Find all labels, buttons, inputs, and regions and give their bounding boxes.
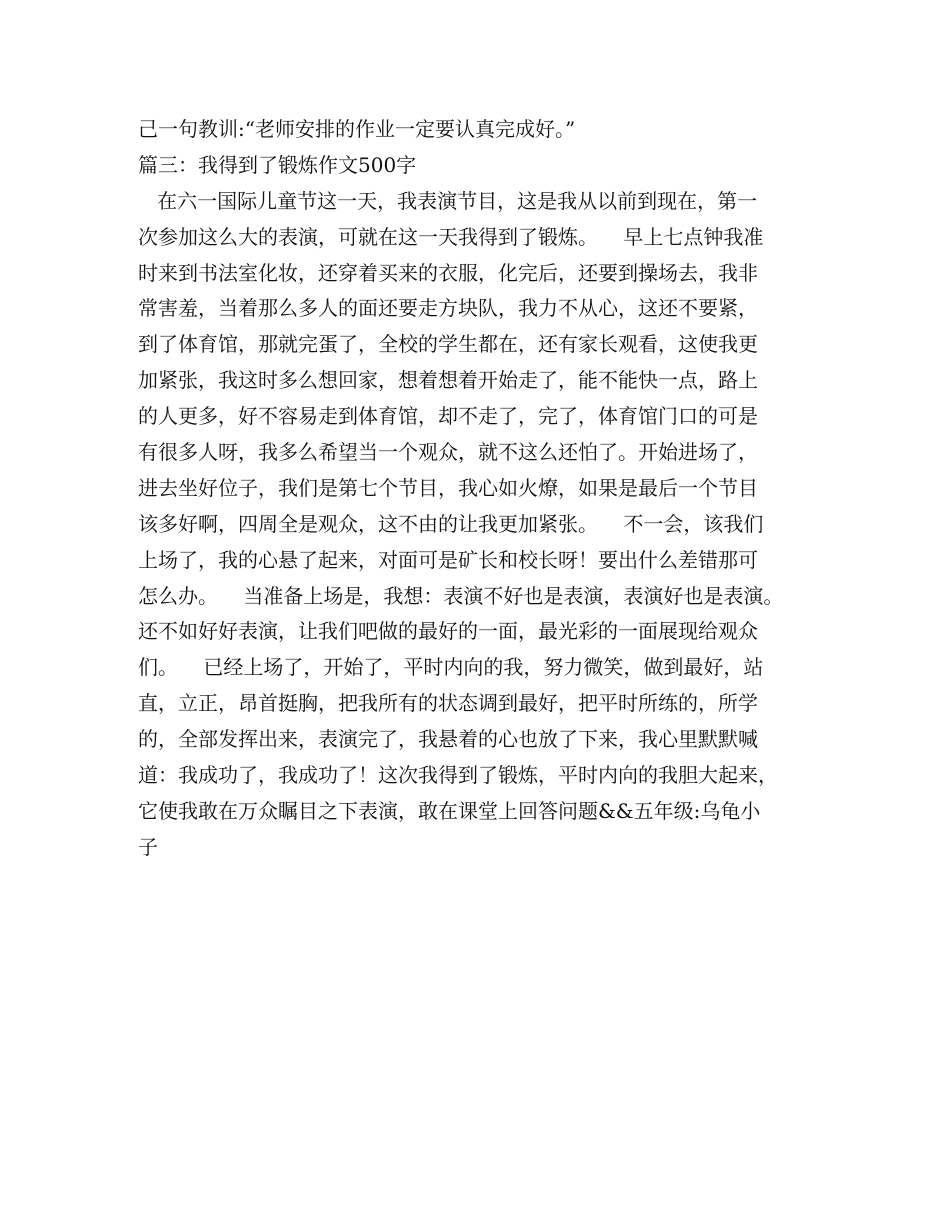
text-line: 在六一国际儿童节这一天，我表演节目，这是我从以前到现在，第一	[138, 188, 758, 213]
text-line: 们。 已经上场了，开始了，平时内向的我，努力微笑，做到最好，站	[138, 655, 764, 680]
text-line: 己一句教训:“老师安排的作业一定要认真完成好。”	[138, 117, 576, 141]
text-line: 的人更多，好不容易走到体育馆，却不走了，完了，体育馆门口的可是	[138, 404, 758, 429]
text-line: 的，全部发挥出来，表演完了，我悬着的心也放了下来，我心里默默喊	[138, 727, 758, 752]
text-line: 直，立正，昂首挺胸，把我所有的状态调到最好，把平时所练的，所学	[138, 691, 758, 716]
text-line: 怎么办。 当准备上场是，我想：表演不好也是表演，表演好也是表演。	[138, 583, 784, 608]
text-line: 有很多人呀，我多么希望当一个观众，就不这么还怕了。开始进场了，	[138, 440, 758, 465]
text-line: 到了体育馆，那就完蛋了，全校的学生都在，还有家长观看，这使我更	[138, 332, 758, 357]
text-line: 还不如好好表演，让我们吧做的最好的一面，最光彩的一面展现给观众	[138, 619, 758, 644]
text-line: 子	[138, 834, 158, 859]
text-line: 进去坐好位子，我们是第七个节目，我心如火燎，如果是最后一个节目	[138, 475, 758, 500]
text-line: 道：我成功了，我成功了！这次我得到了锻炼，平时内向的我胆大起来，	[138, 763, 778, 788]
text-line: 常害羞，当着那么多人的面还要走方块队，我力不从心，这还不要紧，	[138, 296, 758, 321]
text-line: 加紧张，我这时多么想回家，想着想着开始走了，能不能快一点，路上	[138, 368, 758, 393]
section-heading: 篇三：我得到了锻炼作文500字	[138, 152, 417, 177]
text-line: 次参加这么大的表演，可就在这一天我得到了锻炼。 早上七点钟我准	[138, 224, 764, 249]
text-line: 上场了，我的心悬了起来，对面可是矿长和校长呀！要出什么差错那可	[138, 547, 758, 572]
text-line: 该多好啊，四周全是观众，这不由的让我更加紧张。 不一会，该我们	[138, 511, 764, 536]
essay-text	[138, 112, 838, 866]
text-line: 它使我敢在万众瞩目之下表演，敢在课堂上回答问题&&五年级:乌龟小	[138, 798, 761, 823]
text-line: 时来到书法室化妆，还穿着买来的衣服，化完后，还要到操场去，我非	[138, 260, 758, 285]
